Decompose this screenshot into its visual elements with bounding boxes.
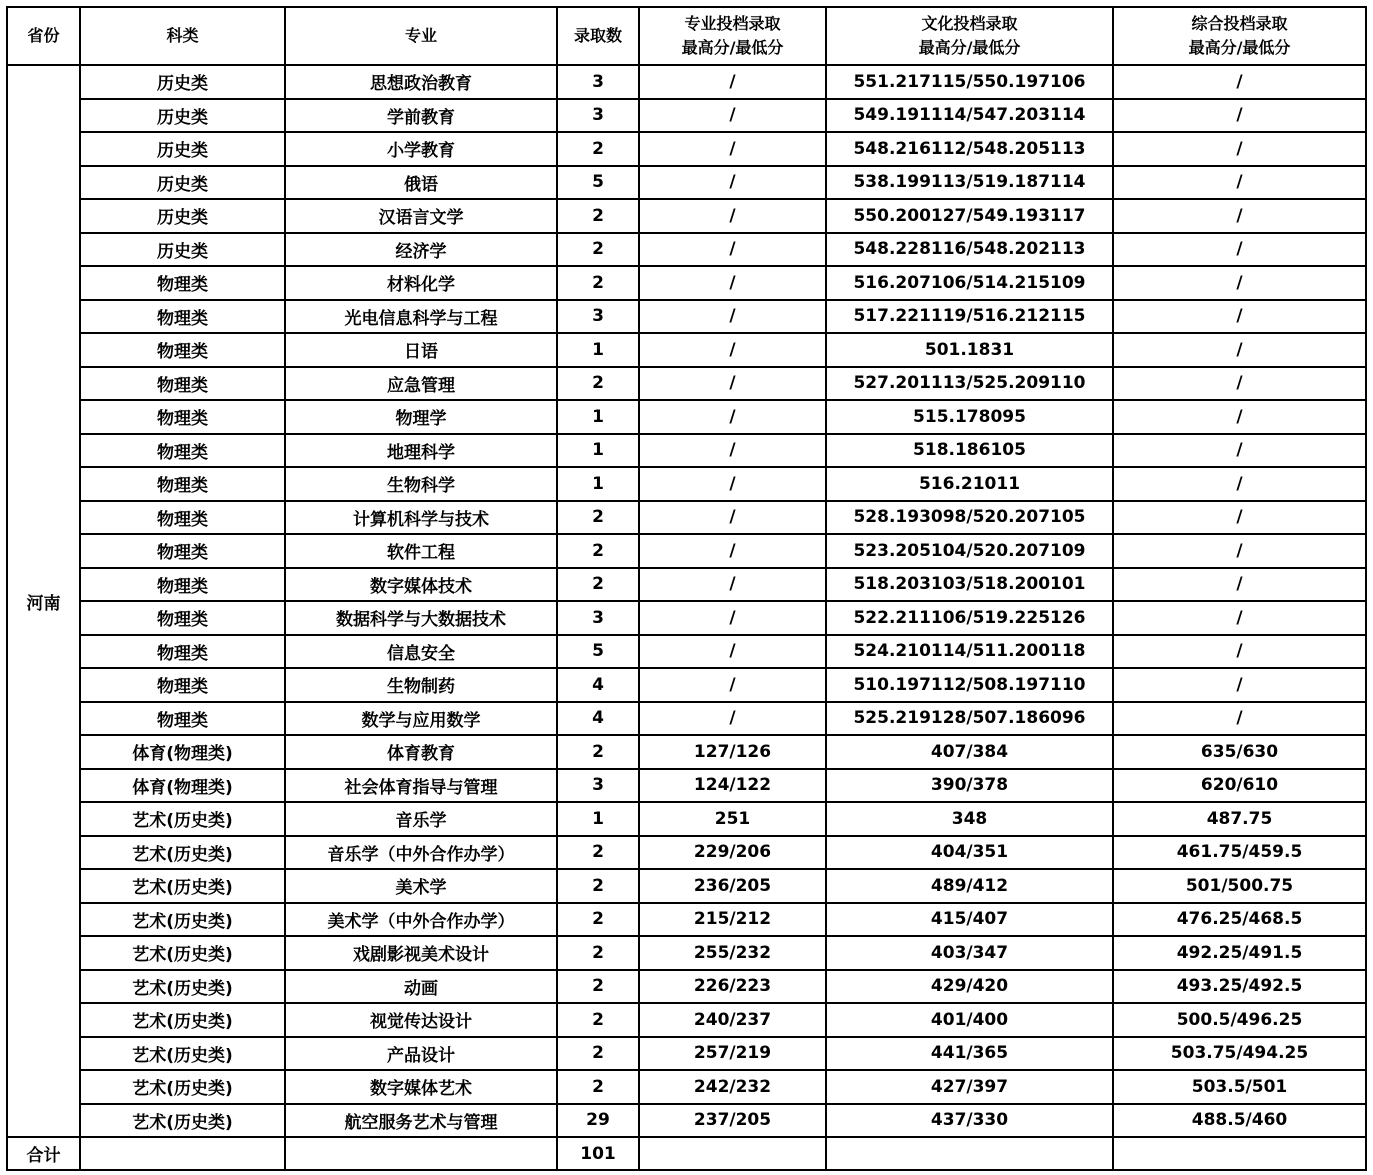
professional-score-cell: / — [639, 266, 826, 300]
major-cell: 小学教育 — [285, 132, 557, 166]
composite-score-cell: / — [1113, 233, 1366, 267]
category-cell: 历史类 — [80, 65, 285, 99]
professional-score-cell: 124/122 — [639, 769, 826, 803]
category-cell: 物理类 — [80, 568, 285, 602]
composite-score-cell: 493.25/492.5 — [1113, 970, 1366, 1004]
category-cell: 艺术(历史类) — [80, 869, 285, 903]
count-cell: 2 — [557, 568, 639, 602]
culture-score-cell: 522.211106/519.225126 — [826, 601, 1113, 635]
major-cell: 软件工程 — [285, 534, 557, 568]
culture-score-cell: 403/347 — [826, 936, 1113, 970]
count-cell: 2 — [557, 534, 639, 568]
professional-score-cell: 257/219 — [639, 1037, 826, 1071]
major-cell: 光电信息科学与工程 — [285, 300, 557, 334]
culture-score-cell: 427/397 — [826, 1070, 1113, 1104]
composite-score-cell: / — [1113, 199, 1366, 233]
table-row — [7, 1003, 1366, 1037]
table-row — [7, 132, 1366, 166]
professional-score-cell: / — [639, 568, 826, 602]
major-cell: 物理学 — [285, 400, 557, 434]
professional-score-cell: / — [639, 132, 826, 166]
major-cell: 材料化学 — [285, 266, 557, 300]
table-row — [7, 534, 1366, 568]
major-cell: 学前教育 — [285, 99, 557, 133]
category-cell: 物理类 — [80, 434, 285, 468]
category-cell: 艺术(历史类) — [80, 836, 285, 870]
professional-score-cell: / — [639, 635, 826, 669]
culture-score-cell: 549.191114/547.203114 — [826, 99, 1113, 133]
composite-score-cell: / — [1113, 434, 1366, 468]
table-row — [7, 199, 1366, 233]
category-cell: 体育(物理类) — [80, 735, 285, 769]
count-cell: 2 — [557, 869, 639, 903]
category-cell: 物理类 — [80, 266, 285, 300]
composite-score-cell: 461.75/459.5 — [1113, 836, 1366, 870]
table-row — [7, 903, 1366, 937]
composite-score-cell: / — [1113, 534, 1366, 568]
composite-score-cell: / — [1113, 400, 1366, 434]
category-cell: 物理类 — [80, 300, 285, 334]
culture-score-cell: 407/384 — [826, 735, 1113, 769]
category-cell: 艺术(历史类) — [80, 936, 285, 970]
table-row — [7, 769, 1366, 803]
total-composite-cell — [1113, 1137, 1366, 1170]
culture-score-cell: 441/365 — [826, 1037, 1113, 1071]
total-culture-cell — [826, 1137, 1113, 1170]
header-professional-line1: 专业投档录取 — [684, 14, 781, 33]
composite-score-cell: 476.25/468.5 — [1113, 903, 1366, 937]
major-cell: 体育教育 — [285, 735, 557, 769]
table-row — [7, 99, 1366, 133]
composite-score-cell: 492.25/491.5 — [1113, 936, 1366, 970]
table-row — [7, 635, 1366, 669]
admission-table — [6, 6, 1367, 1171]
table-row — [7, 970, 1366, 1004]
professional-score-cell: / — [639, 702, 826, 736]
major-cell: 动画 — [285, 970, 557, 1004]
count-cell: 3 — [557, 601, 639, 635]
table-row — [7, 367, 1366, 401]
composite-score-cell: 635/630 — [1113, 735, 1366, 769]
table-row — [7, 300, 1366, 334]
culture-score-cell: 437/330 — [826, 1104, 1113, 1138]
category-cell: 物理类 — [80, 501, 285, 535]
culture-score-cell: 538.199113/519.187114 — [826, 166, 1113, 200]
count-cell: 5 — [557, 166, 639, 200]
major-cell: 视觉传达设计 — [285, 1003, 557, 1037]
header-culture-line2: 最高分/最低分 — [918, 38, 1021, 57]
major-cell: 信息安全 — [285, 635, 557, 669]
count-cell: 5 — [557, 635, 639, 669]
major-cell: 美术学 — [285, 869, 557, 903]
professional-score-cell: 240/237 — [639, 1003, 826, 1037]
culture-score-cell: 510.197112/508.197110 — [826, 668, 1113, 702]
count-cell: 1 — [557, 802, 639, 836]
major-cell: 日语 — [285, 333, 557, 367]
category-cell: 物理类 — [80, 400, 285, 434]
professional-score-cell: / — [639, 467, 826, 501]
composite-score-cell: / — [1113, 568, 1366, 602]
table-row — [7, 936, 1366, 970]
major-cell: 社会体育指导与管理 — [285, 769, 557, 803]
professional-score-cell: / — [639, 501, 826, 535]
category-cell: 物理类 — [80, 367, 285, 401]
count-cell: 2 — [557, 132, 639, 166]
professional-score-cell: / — [639, 601, 826, 635]
category-cell: 艺术(历史类) — [80, 1104, 285, 1138]
professional-score-cell: 226/223 — [639, 970, 826, 1004]
count-cell: 1 — [557, 333, 639, 367]
total-professional-cell — [639, 1137, 826, 1170]
header-culture-score — [826, 7, 1113, 65]
table-row — [7, 1037, 1366, 1071]
major-cell: 应急管理 — [285, 367, 557, 401]
table-row — [7, 802, 1366, 836]
count-cell: 2 — [557, 199, 639, 233]
count-cell: 3 — [557, 99, 639, 133]
category-cell: 艺术(历史类) — [80, 1070, 285, 1104]
table-row — [7, 434, 1366, 468]
major-cell: 数字媒体艺术 — [285, 1070, 557, 1104]
total-row — [7, 1137, 1366, 1170]
table-row — [7, 166, 1366, 200]
table-body — [7, 65, 1366, 1137]
culture-score-cell: 527.201113/525.209110 — [826, 367, 1113, 401]
professional-score-cell: / — [639, 400, 826, 434]
major-cell: 经济学 — [285, 233, 557, 267]
composite-score-cell: / — [1113, 266, 1366, 300]
count-cell: 4 — [557, 702, 639, 736]
culture-score-cell: 516.207106/514.215109 — [826, 266, 1113, 300]
culture-score-cell: 401/400 — [826, 1003, 1113, 1037]
table-row — [7, 735, 1366, 769]
count-cell: 3 — [557, 769, 639, 803]
category-cell: 艺术(历史类) — [80, 970, 285, 1004]
culture-score-cell: 489/412 — [826, 869, 1113, 903]
culture-score-cell: 525.219128/507.186096 — [826, 702, 1113, 736]
category-cell: 历史类 — [80, 132, 285, 166]
category-cell: 物理类 — [80, 668, 285, 702]
header-culture-line1: 文化投档录取 — [921, 14, 1018, 33]
category-cell: 历史类 — [80, 99, 285, 133]
count-cell: 2 — [557, 233, 639, 267]
professional-score-cell: 127/126 — [639, 735, 826, 769]
culture-score-cell: 550.200127/549.193117 — [826, 199, 1113, 233]
major-cell: 地理科学 — [285, 434, 557, 468]
category-cell: 物理类 — [80, 635, 285, 669]
professional-score-cell: 229/206 — [639, 836, 826, 870]
professional-score-cell: / — [639, 99, 826, 133]
table-row — [7, 1104, 1366, 1138]
header-professional-score — [639, 7, 826, 65]
professional-score-cell: 237/205 — [639, 1104, 826, 1138]
header-composite-line2: 最高分/最低分 — [1188, 38, 1291, 57]
culture-score-cell: 429/420 — [826, 970, 1113, 1004]
professional-score-cell: / — [639, 434, 826, 468]
header-composite-score — [1113, 7, 1366, 65]
composite-score-cell: / — [1113, 65, 1366, 99]
major-cell: 音乐学（中外合作办学） — [285, 836, 557, 870]
composite-score-cell: 620/610 — [1113, 769, 1366, 803]
major-cell: 汉语言文学 — [285, 199, 557, 233]
category-cell: 物理类 — [80, 601, 285, 635]
major-cell: 数据科学与大数据技术 — [285, 601, 557, 635]
culture-score-cell: 501.1831 — [826, 333, 1113, 367]
major-cell: 航空服务艺术与管理 — [285, 1104, 557, 1138]
culture-score-cell: 517.221119/516.212115 — [826, 300, 1113, 334]
count-cell: 2 — [557, 501, 639, 535]
composite-score-cell: / — [1113, 99, 1366, 133]
count-cell: 3 — [557, 65, 639, 99]
count-cell: 2 — [557, 970, 639, 1004]
table-row — [7, 400, 1366, 434]
professional-score-cell: / — [639, 668, 826, 702]
category-cell: 物理类 — [80, 702, 285, 736]
count-cell: 2 — [557, 936, 639, 970]
category-cell: 艺术(历史类) — [80, 903, 285, 937]
count-cell: 1 — [557, 400, 639, 434]
professional-score-cell: / — [639, 233, 826, 267]
culture-score-cell: 518.186105 — [826, 434, 1113, 468]
table-row — [7, 869, 1366, 903]
major-cell: 数学与应用数学 — [285, 702, 557, 736]
count-cell: 3 — [557, 300, 639, 334]
composite-score-cell: 503.5/501 — [1113, 1070, 1366, 1104]
professional-score-cell: 255/232 — [639, 936, 826, 970]
composite-score-cell: 487.75 — [1113, 802, 1366, 836]
header-province: 省份 — [7, 7, 80, 65]
composite-score-cell: 488.5/460 — [1113, 1104, 1366, 1138]
major-cell: 数字媒体技术 — [285, 568, 557, 602]
table-row — [7, 467, 1366, 501]
composite-score-cell: / — [1113, 166, 1366, 200]
category-cell: 体育(物理类) — [80, 769, 285, 803]
professional-score-cell: / — [639, 65, 826, 99]
category-cell: 历史类 — [80, 166, 285, 200]
table-row — [7, 702, 1366, 736]
composite-score-cell: 503.75/494.25 — [1113, 1037, 1366, 1071]
header-professional-line2: 最高分/最低分 — [681, 38, 784, 57]
composite-score-cell: / — [1113, 501, 1366, 535]
count-cell: 1 — [557, 434, 639, 468]
count-cell: 2 — [557, 367, 639, 401]
table-row — [7, 1070, 1366, 1104]
major-cell: 美术学（中外合作办学） — [285, 903, 557, 937]
culture-score-cell: 518.203103/518.200101 — [826, 568, 1113, 602]
header-row — [7, 7, 1366, 65]
count-cell: 2 — [557, 836, 639, 870]
major-cell: 音乐学 — [285, 802, 557, 836]
total-label: 合计 — [7, 1137, 80, 1170]
culture-score-cell: 528.193098/520.207105 — [826, 501, 1113, 535]
professional-score-cell: / — [639, 534, 826, 568]
count-cell: 2 — [557, 266, 639, 300]
table-row — [7, 601, 1366, 635]
total-category-cell — [80, 1137, 285, 1170]
major-cell: 计算机科学与技术 — [285, 501, 557, 535]
table-row — [7, 65, 1366, 99]
table-row — [7, 668, 1366, 702]
table-row — [7, 266, 1366, 300]
header-count: 录取数 — [557, 7, 639, 65]
category-cell: 艺术(历史类) — [80, 1037, 285, 1071]
culture-score-cell: 415/407 — [826, 903, 1113, 937]
professional-score-cell: / — [639, 333, 826, 367]
count-cell: 2 — [557, 735, 639, 769]
header-major: 专业 — [285, 7, 557, 65]
culture-score-cell: 551.217115/550.197106 — [826, 65, 1113, 99]
composite-score-cell: / — [1113, 601, 1366, 635]
table-row — [7, 836, 1366, 870]
composite-score-cell: 500.5/496.25 — [1113, 1003, 1366, 1037]
culture-score-cell: 390/378 — [826, 769, 1113, 803]
count-cell: 2 — [557, 1070, 639, 1104]
professional-score-cell: / — [639, 166, 826, 200]
table-row — [7, 568, 1366, 602]
composite-score-cell: / — [1113, 367, 1366, 401]
culture-score-cell: 524.210114/511.200118 — [826, 635, 1113, 669]
composite-score-cell: / — [1113, 702, 1366, 736]
composite-score-cell: / — [1113, 635, 1366, 669]
professional-score-cell: / — [639, 367, 826, 401]
table-row — [7, 501, 1366, 535]
culture-score-cell: 548.216112/548.205113 — [826, 132, 1113, 166]
major-cell: 思想政治教育 — [285, 65, 557, 99]
category-cell: 历史类 — [80, 199, 285, 233]
composite-score-cell: / — [1113, 132, 1366, 166]
major-cell: 生物制药 — [285, 668, 557, 702]
count-cell: 2 — [557, 1037, 639, 1071]
count-cell: 2 — [557, 903, 639, 937]
count-cell: 29 — [557, 1104, 639, 1138]
professional-score-cell: 236/205 — [639, 869, 826, 903]
composite-score-cell: / — [1113, 300, 1366, 334]
composite-score-cell: / — [1113, 668, 1366, 702]
culture-score-cell: 548.228116/548.202113 — [826, 233, 1113, 267]
table-row — [7, 233, 1366, 267]
professional-score-cell: 242/232 — [639, 1070, 826, 1104]
category-cell: 艺术(历史类) — [80, 802, 285, 836]
table-row — [7, 333, 1366, 367]
professional-score-cell: / — [639, 199, 826, 233]
major-cell: 戏剧影视美术设计 — [285, 936, 557, 970]
culture-score-cell: 348 — [826, 802, 1113, 836]
professional-score-cell: 215/212 — [639, 903, 826, 937]
culture-score-cell: 515.178095 — [826, 400, 1113, 434]
major-cell: 生物科学 — [285, 467, 557, 501]
composite-score-cell: 501/500.75 — [1113, 869, 1366, 903]
category-cell: 艺术(历史类) — [80, 1003, 285, 1037]
professional-score-cell: / — [639, 300, 826, 334]
culture-score-cell: 516.21011 — [826, 467, 1113, 501]
major-cell: 俄语 — [285, 166, 557, 200]
count-cell: 4 — [557, 668, 639, 702]
category-cell: 历史类 — [80, 233, 285, 267]
count-cell: 2 — [557, 1003, 639, 1037]
total-count: 101 — [557, 1137, 639, 1170]
major-cell: 产品设计 — [285, 1037, 557, 1071]
composite-score-cell: / — [1113, 333, 1366, 367]
category-cell: 物理类 — [80, 333, 285, 367]
count-cell: 1 — [557, 467, 639, 501]
header-category: 科类 — [80, 7, 285, 65]
province-cell: 河南 — [7, 65, 80, 1137]
category-cell: 物理类 — [80, 534, 285, 568]
culture-score-cell: 404/351 — [826, 836, 1113, 870]
header-composite-line1: 综合投档录取 — [1191, 14, 1288, 33]
total-major-cell — [285, 1137, 557, 1170]
category-cell: 物理类 — [80, 467, 285, 501]
composite-score-cell: / — [1113, 467, 1366, 501]
professional-score-cell: 251 — [639, 802, 826, 836]
culture-score-cell: 523.205104/520.207109 — [826, 534, 1113, 568]
